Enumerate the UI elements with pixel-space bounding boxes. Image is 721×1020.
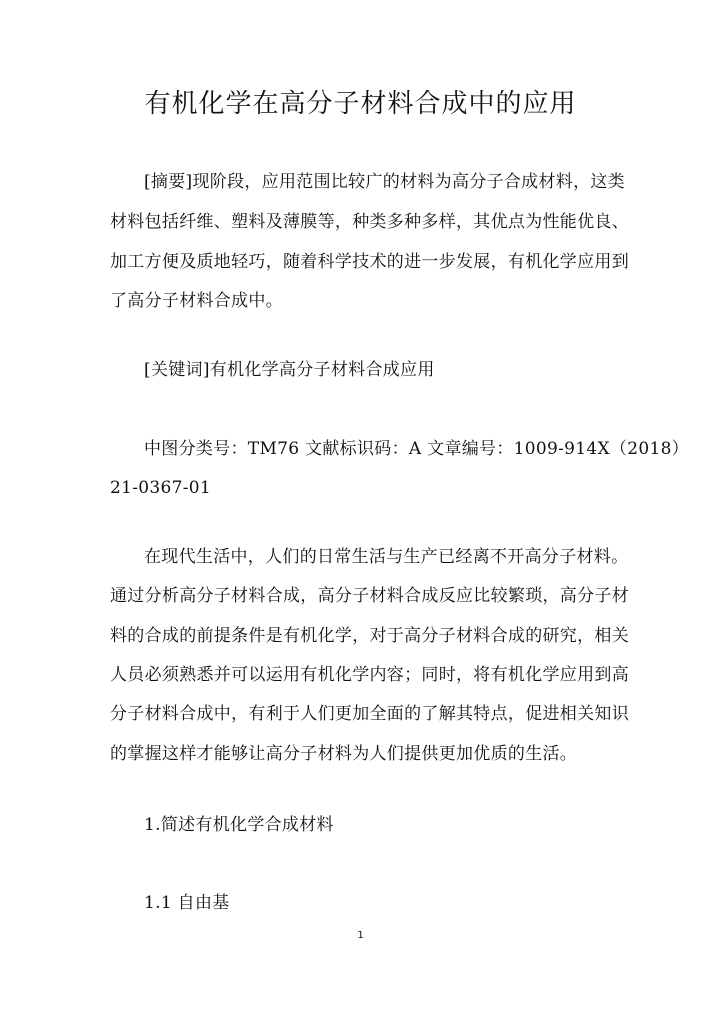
abstract-line: 加工方便及质地轻巧，随着科学技术的进一步发展，有机化学应用到 (110, 252, 629, 272)
subsection-heading: 1.1 自由基 (144, 893, 230, 913)
paragraph-line: 料的合成的前提条件是有机化学，对于高分子材料合成的研究，相关 (110, 626, 629, 646)
document-title: 有机化学在高分子材料合成中的应用 (144, 89, 577, 119)
paragraph-line: 人员必须熟悉并可以运用有机化学内容；同时，将有机化学应用到高 (110, 665, 629, 685)
classification-line: 中图分类号：TM76 文献标识码：A 文章编号：1009-914X（2018） (144, 439, 689, 459)
page-number: 1 (357, 930, 364, 941)
paragraph-line: 通过分析高分子材料合成，高分子材料合成反应比较繁琐，高分子材 (110, 586, 629, 606)
abstract-line: 了高分子材料合成中。 (110, 291, 283, 311)
abstract-line: [摘要]现阶段，应用范围比较广的材料为高分子合成材料，这类 (144, 172, 625, 192)
keywords: [关键词]有机化学高分子材料合成应用 (144, 360, 435, 380)
classification-line: 21-0367-01 (110, 478, 212, 498)
paragraph-line: 的掌握这样才能够让高分子材料为人们提供更加优质的生活。 (110, 744, 578, 764)
abstract-line: 材料包括纤维、塑料及薄膜等，种类多种多样，其优点为性能优良、 (110, 212, 629, 232)
paragraph-line: 在现代生活中，人们的日常生活与生产已经离不开高分子材料。 (144, 547, 629, 567)
section-heading: 1.简述有机化学合成材料 (144, 815, 334, 835)
paragraph-line: 分子材料合成中，有利于人们更加全面的了解其特点，促进相关知识 (110, 704, 629, 724)
